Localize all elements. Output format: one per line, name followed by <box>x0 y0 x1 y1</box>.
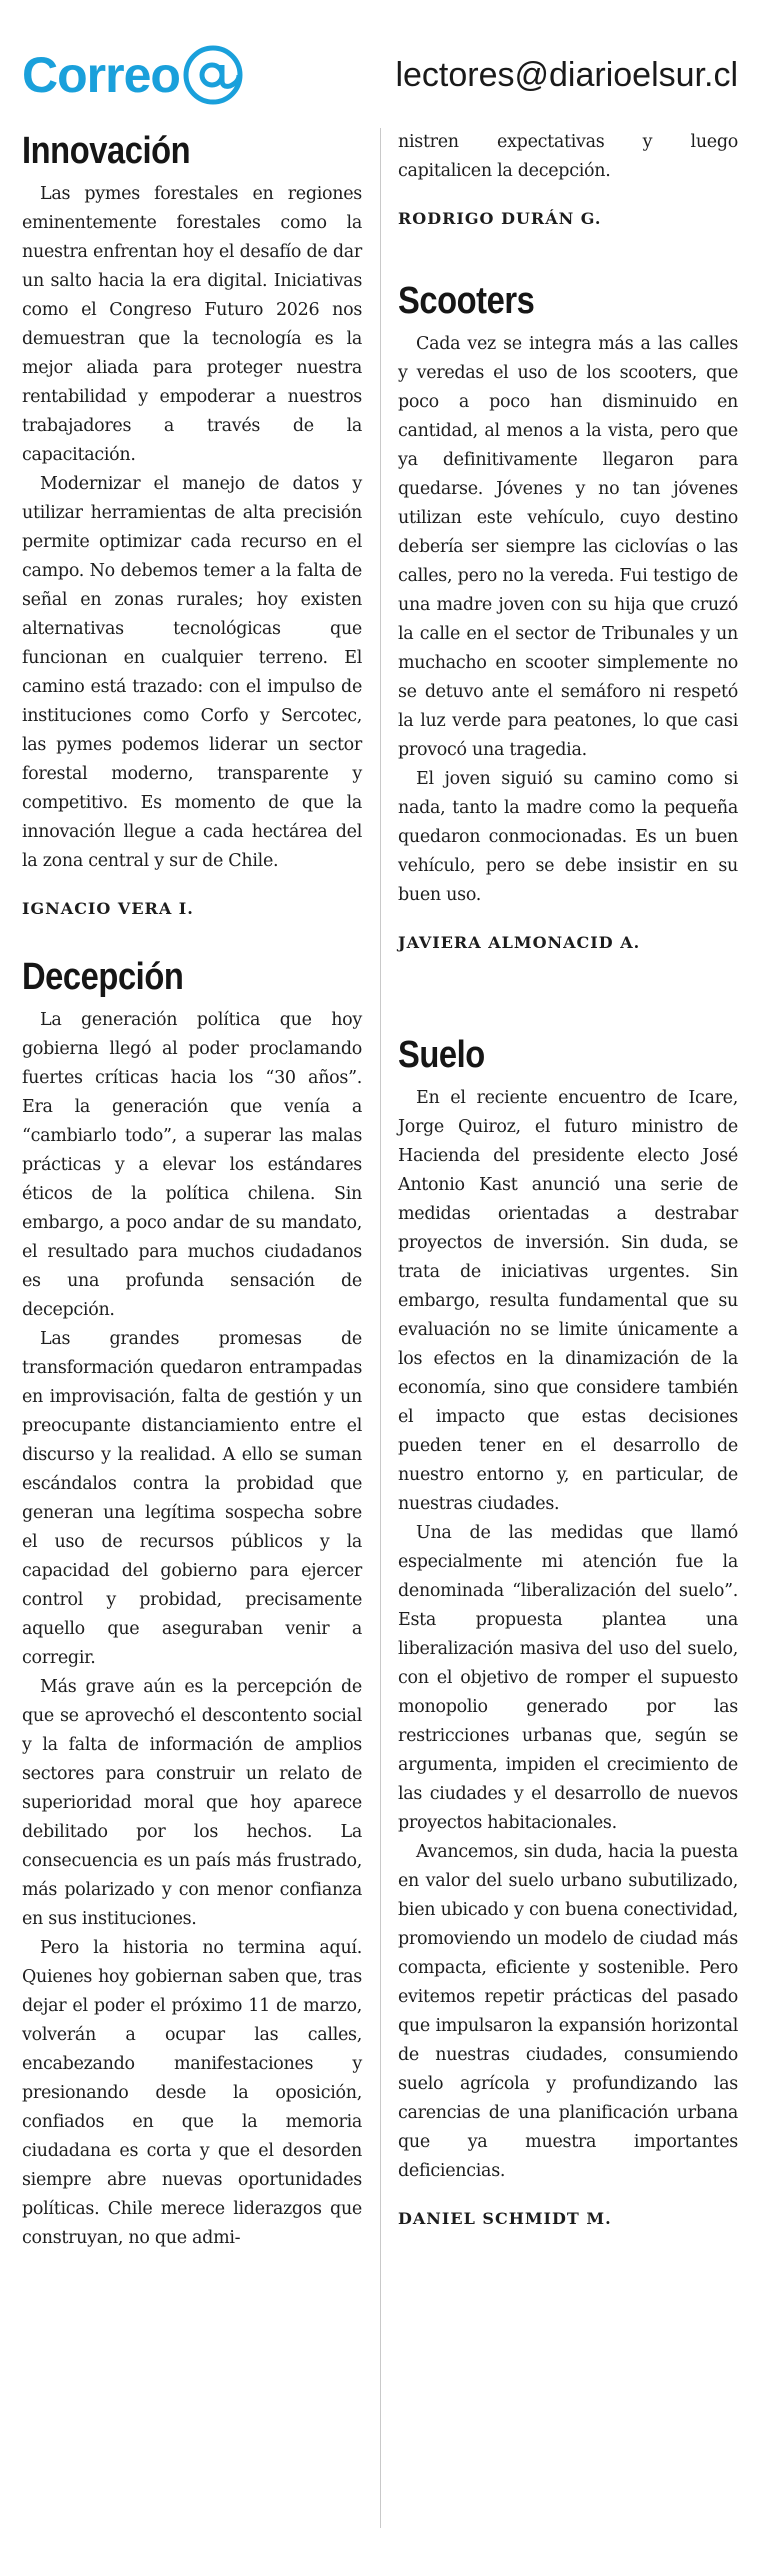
left-column <box>22 128 362 2253</box>
letter-suelo <box>398 1032 738 2230</box>
column-divider <box>380 128 381 2528</box>
contact-email[interactable]: lectores@diarioelsur.cl <box>395 56 738 94</box>
letter-title: Decepción <box>22 956 184 998</box>
at-icon <box>182 44 244 106</box>
letter-paragraph: Modernizar el manejo de datos y utilizar herramientas de alta precisión permite optimizar cada recurso en el campo. No debemos temer a la falta de señal en zonas rurales; hoy existen alternativas tecnológicas que funcionan en cualquier terreno. El camino está trazado: con el impulso de instituciones como Corfo y Sercotec, las pymes podemos liderar un sector forestal moderno, transparente y competitivo. Es momento de que la innovación llegue a cada hectárea del la zona central y sur de Chile. <box>22 474 362 871</box>
letter-paragraph: El joven siguió su camino como si nada, tanto la madre como la pequeña quedaron conmocionadas. Es un buen vehículo, pero se debe insistir en su buen uso. <box>398 769 738 905</box>
right-column <box>398 128 738 2230</box>
letter-paragraph: Avancemos, sin duda, hacia la puesta en valor del suelo urbano subutilizado, bien ubicado y con buena conectividad, promoviendo un modelo de ciudad más compacta, eficiente y sostenible. Pero evitemos repetir prácticas del pasado que impulsaron la expansión horizontal de nuestras ciudades, consumiendo suelo agrícola y profundizando las carencias de una planificación urbana que ya muestra importantes deficiencias. <box>398 1842 738 2181</box>
page-header <box>22 40 738 110</box>
letter-title: Scooters <box>398 280 535 322</box>
letter-paragraph-continued: nistren expectativas y luego capitalicen la decepción. <box>398 132 738 181</box>
letter-paragraph: Las grandes promesas de transformación quedaron entrampadas en improvisación, falta de gestión y un preocupante distanciamiento entre el discurso y la realidad. A ello se suman escándalos contra la probidad que generan una legítima sospecha sobre el uso de recursos públicos y la capacidad del gobierno para ejercer control y probidad, precisamente aquello que aseguraban venir a corregir. <box>22 1329 362 1668</box>
letter-decepcion-continued <box>398 128 738 230</box>
letter-paragraph: Más grave aún es la percepción de que se aprovechó el descontento social y la falta de información de amplios sectores para construir un relato de superioridad moral que hoy aparece debilitado por los hechos. La consecuencia es un país más frustrado, más polarizado y con menor confianza en sus instituciones. <box>22 1677 362 1929</box>
letter-signature: DANIEL SCHMIDT M. <box>398 2209 612 2228</box>
letter-paragraph: Cada vez se integra más a las calles y veredas el uso de los scooters, que poco a poco han disminuido en cantidad, al menos a la vista, pero que ya definitivamente llegaron para quedarse. Jóvenes y no tan jóvenes utilizan este vehículo, cuyo destino debería ser siempre las ciclovías o las calles, pero no la vereda. Fui testigo de una madre joven con su hija que cruzó la calle en el sector de Tribunales y un muchacho en scooter simplemente no se detuvo ante el semáforo ni respetó la luz verde para peatones, lo que casi provocó una tragedia. <box>398 334 738 760</box>
letter-title: Innovación <box>22 130 191 172</box>
section-title: Correo <box>22 47 180 103</box>
letter-paragraph: La generación política que hoy gobierna llegó al poder proclamando fuertes críticas hacia los “30 años”. Era la generación que venía a “cambiarlo todo”, a superar las malas prácticas y a elevar los estándares éticos de la política chilena. Sin embargo, a poco andar de su mandato, el resultado para muchos ciudadanos es una profunda sensación de decepción. <box>22 1010 362 1320</box>
letter-signature: RODRIGO DURÁN G. <box>398 209 602 228</box>
letter-signature: JAVIERA ALMONACID A. <box>398 933 641 952</box>
letter-paragraph: Una de las medidas que llamó especialmente mi atención fue la denominada “liberalización del suelo”. Esta propuesta plantea una liberalización masiva del uso del suelo, con el objetivo de romper el supuesto monopolio generado por las restricciones urbanas que, según se argumenta, impiden el crecimiento de las ciudades y el desarrollo de nuevos proyectos habitacionales. <box>398 1523 738 1833</box>
letter-title: Suelo <box>398 1034 485 1076</box>
letter-scooters <box>398 278 738 954</box>
letter-paragraph: En el reciente encuentro de Icare, Jorge Quiroz, el futuro ministro de Hacienda del presidente electo José Antonio Kast anunció una serie de medidas orientadas a destrabar proyectos de inversión. Sin duda, se trata de iniciativas urgentes. Sin embargo, resulta fundamental que su evaluación no se limite únicamente a los efectos en la dinamización de la economía, sino que considere también el impacto que estas decisiones pueden tener en el desarrollo de nuestro entorno y, en particular, de nuestras ciudades. <box>398 1088 738 1514</box>
letter-signature: IGNACIO VERA I. <box>22 899 194 918</box>
letter-paragraph: Las pymes forestales en regiones eminentemente forestales como la nuestra enfrentan hoy el desafío de dar un salto hacia la era digital. Iniciativas como el Congreso Futuro 2026 nos demuestran que la tecnología es la mejor aliada para proteger nuestra rentabilidad y empoderar a nuestros trabajadores a través de la capacitación. <box>22 184 362 465</box>
letter-paragraph: Pero la historia no termina aquí. Quienes hoy gobiernan saben que, tras dejar el poder el próximo 11 de marzo, volverán a ocupar las calles, encabezando manifestaciones y presionando desde la oposición, confiados en que la memoria ciudadana es corta y que el desorden siempre abre nuevas oportunidades políticas. Chile merece liderazgos que construyan, no que admi- <box>22 1938 362 2248</box>
letter-decepcion <box>22 954 362 2253</box>
letter-innovacion <box>22 128 362 920</box>
